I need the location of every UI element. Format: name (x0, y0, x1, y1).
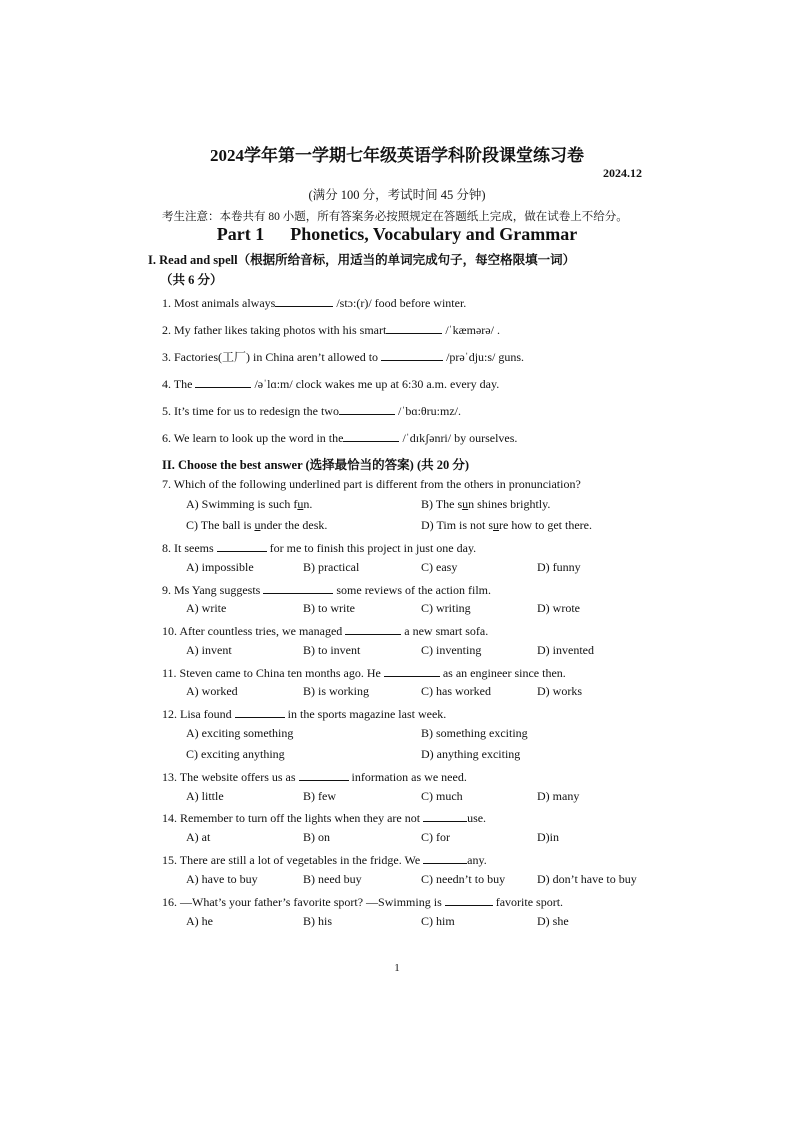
question-text: 15. There are still a lot of vegetables in the fridge. We (162, 853, 424, 867)
answer-blank (445, 893, 493, 906)
question-12-stem (162, 705, 446, 722)
q11-option-c: C) has worked (421, 684, 491, 698)
section-1-heading: I. Read and spell（根据所给音标，用适当的单词完成句子，每空格限填一词） (148, 253, 576, 267)
q12-option-c: C) exciting anything (186, 747, 285, 761)
question-text: /ˈdɪkʃənri/ by ourselves. (399, 431, 518, 445)
q14-option-b: B) on (303, 830, 330, 844)
answer-blank (343, 429, 399, 442)
q7-option-b (421, 497, 550, 512)
q9-option-a: A) write (186, 601, 227, 615)
score-and-time: (满分 100 分，考试时间 45 分钟) (308, 188, 486, 202)
option-text: re how to get there. (499, 518, 592, 532)
question-15-stem (162, 851, 487, 868)
q14-option-a: A) at (186, 830, 211, 844)
question-text: /stɔ:(r)/ food before winter. (333, 296, 467, 310)
question-text: 13. The website offers us as (162, 770, 299, 784)
answer-blank (384, 664, 440, 677)
q8-option-a: A) impossible (186, 560, 254, 574)
question-text: 11. Steven came to China ten months ago. He (162, 666, 384, 680)
question-text: favorite sport. (492, 895, 564, 909)
answer-blank (235, 705, 285, 718)
question-10-stem (162, 622, 488, 639)
question-14-stem (162, 809, 486, 826)
q9-option-c: C) writing (421, 601, 471, 615)
question-2 (162, 321, 500, 338)
q7-option-c (186, 518, 327, 533)
question-text: /ˈkæmərə/ . (442, 323, 500, 337)
q16-option-c: C) him (421, 914, 455, 928)
q13-option-d: D) many (537, 789, 580, 803)
underlined-letter: u (493, 518, 500, 532)
question-text: 12. Lisa found (162, 707, 235, 721)
underlined-letter: u (462, 497, 469, 511)
option-text: C) The ball is (186, 518, 255, 532)
answer-blank (345, 622, 401, 635)
question-text: 6. We learn to look up the word in the (162, 431, 344, 445)
question-text: in the sports magazine last week. (284, 707, 447, 721)
q12-option-a: A) exciting something (186, 726, 294, 740)
question-text: 4. The (162, 377, 196, 391)
question-1 (162, 294, 466, 311)
q14-option-c: C) for (421, 830, 450, 844)
q15-option-c: C) needn’t to buy (421, 872, 506, 886)
answer-blank (339, 402, 395, 415)
question-5 (162, 402, 461, 419)
q8-option-d: D) funny (537, 560, 581, 574)
question-8-stem (162, 539, 476, 556)
section-2-heading: II. Choose the best answer (选择最恰当的答案) (共 20 分) (162, 458, 470, 472)
question-4 (162, 375, 499, 392)
question-3 (162, 348, 524, 365)
q11-option-b: B) is working (303, 684, 369, 698)
question-text: 1. Most animals always (162, 296, 276, 310)
question-text: /prəˈdju:s/ guns. (443, 350, 525, 364)
q11-option-a: A) worked (186, 684, 238, 698)
part-label: Part 1 (216, 224, 265, 244)
question-text: /əˈlɑ:m/ clock wakes me up at 6:30 a.m. every day. (251, 377, 500, 391)
page-number: 1 (394, 962, 400, 974)
question-13-stem (162, 768, 467, 785)
question-text: for me to finish this project in just one day. (266, 541, 477, 555)
q8-option-b: B) practical (303, 560, 360, 574)
section-1-points: （共 6 分） (160, 273, 223, 287)
question-11-stem (162, 664, 566, 681)
q11-option-d: D) works (537, 684, 582, 698)
q15-option-a: A) have to buy (186, 872, 258, 886)
q16-option-b: B) his (303, 914, 333, 928)
question-16-stem (162, 893, 563, 910)
question-text: information as we need. (348, 770, 467, 784)
q8-option-c: C) easy (421, 560, 458, 574)
question-text: use. (467, 811, 487, 825)
q9-option-b: B) to write (303, 601, 355, 615)
question-text: /ˈbɑ:θru:mz/. (394, 404, 461, 418)
question-text: 8. It seems (162, 541, 217, 555)
question-text: 10. After countless tries, we managed (162, 624, 346, 638)
answer-blank (423, 851, 467, 864)
answer-blank (217, 539, 267, 552)
part-title (0, 224, 794, 245)
candidate-notice: 考生注意：本卷共有 80 小题，所有答案务必按照规定在答题纸上完成，做在试卷上不给分。 (162, 211, 628, 223)
part-name: Phonetics, Vocabulary and Grammar (290, 224, 578, 244)
exam-title: 2024学年第一学期七年级英语学科阶段课堂练习卷 (210, 146, 584, 165)
answer-blank (381, 348, 443, 361)
option-text: A) Swimming is such f (186, 497, 298, 511)
q12-option-d: D) anything exciting (421, 747, 521, 761)
option-text: nder the desk. (260, 518, 328, 532)
question-text: 2. My father likes taking photos with his smart (162, 323, 387, 337)
option-text: D) Tim is not s (421, 518, 494, 532)
q13-option-c: C) much (421, 789, 463, 803)
question-text: 3. Factories(工厂) in China aren’t allowed to (162, 350, 382, 364)
question-text: 16. —What’s your father’s favorite sport? —Swimming is (162, 895, 445, 909)
option-text: B) The s (421, 497, 463, 511)
question-text: a new smart sofa. (401, 624, 489, 638)
underlined-letter: u (254, 518, 261, 532)
q13-option-a: A) little (186, 789, 224, 803)
option-text: n shines brightly. (468, 497, 551, 511)
exam-date: 2024.12 (603, 166, 642, 180)
q7-option-a (186, 497, 312, 512)
q12-option-b: B) something exciting (421, 726, 528, 740)
q15-option-b: B) need buy (303, 872, 362, 886)
q14-option-d: D)in (537, 830, 559, 844)
option-text: n. (303, 497, 313, 511)
answer-blank (423, 809, 467, 822)
underlined-letter: u (297, 497, 304, 511)
q10-option-b: B) to invent (303, 643, 361, 657)
q9-option-d: D) wrote (537, 601, 580, 615)
answer-blank (263, 581, 333, 594)
answer-blank (195, 375, 251, 388)
q7-option-d (421, 518, 592, 533)
question-text: any. (467, 853, 487, 867)
question-9-stem (162, 581, 491, 598)
q15-option-d: D) don’t have to buy (537, 872, 637, 886)
q16-option-d: D) she (537, 914, 569, 928)
answer-blank (299, 768, 349, 781)
question-7-stem: 7. Which of the following underlined part is different from the others in pronunciation? (162, 477, 581, 491)
q10-option-a: A) invent (186, 643, 232, 657)
question-6 (162, 429, 517, 446)
question-text: 14. Remember to turn off the lights when they are not (162, 811, 424, 825)
q16-option-a: A) he (186, 914, 213, 928)
q10-option-d: D) invented (537, 643, 594, 657)
question-text: 9. Ms Yang suggests (162, 583, 264, 597)
q13-option-b: B) few (303, 789, 336, 803)
question-text: some reviews of the action film. (333, 583, 491, 597)
answer-blank (275, 294, 333, 307)
question-text: as an engineer since then. (439, 666, 566, 680)
answer-blank (386, 321, 442, 334)
q10-option-c: C) inventing (421, 643, 482, 657)
question-text: 5. It’s time for us to redesign the two (162, 404, 339, 418)
